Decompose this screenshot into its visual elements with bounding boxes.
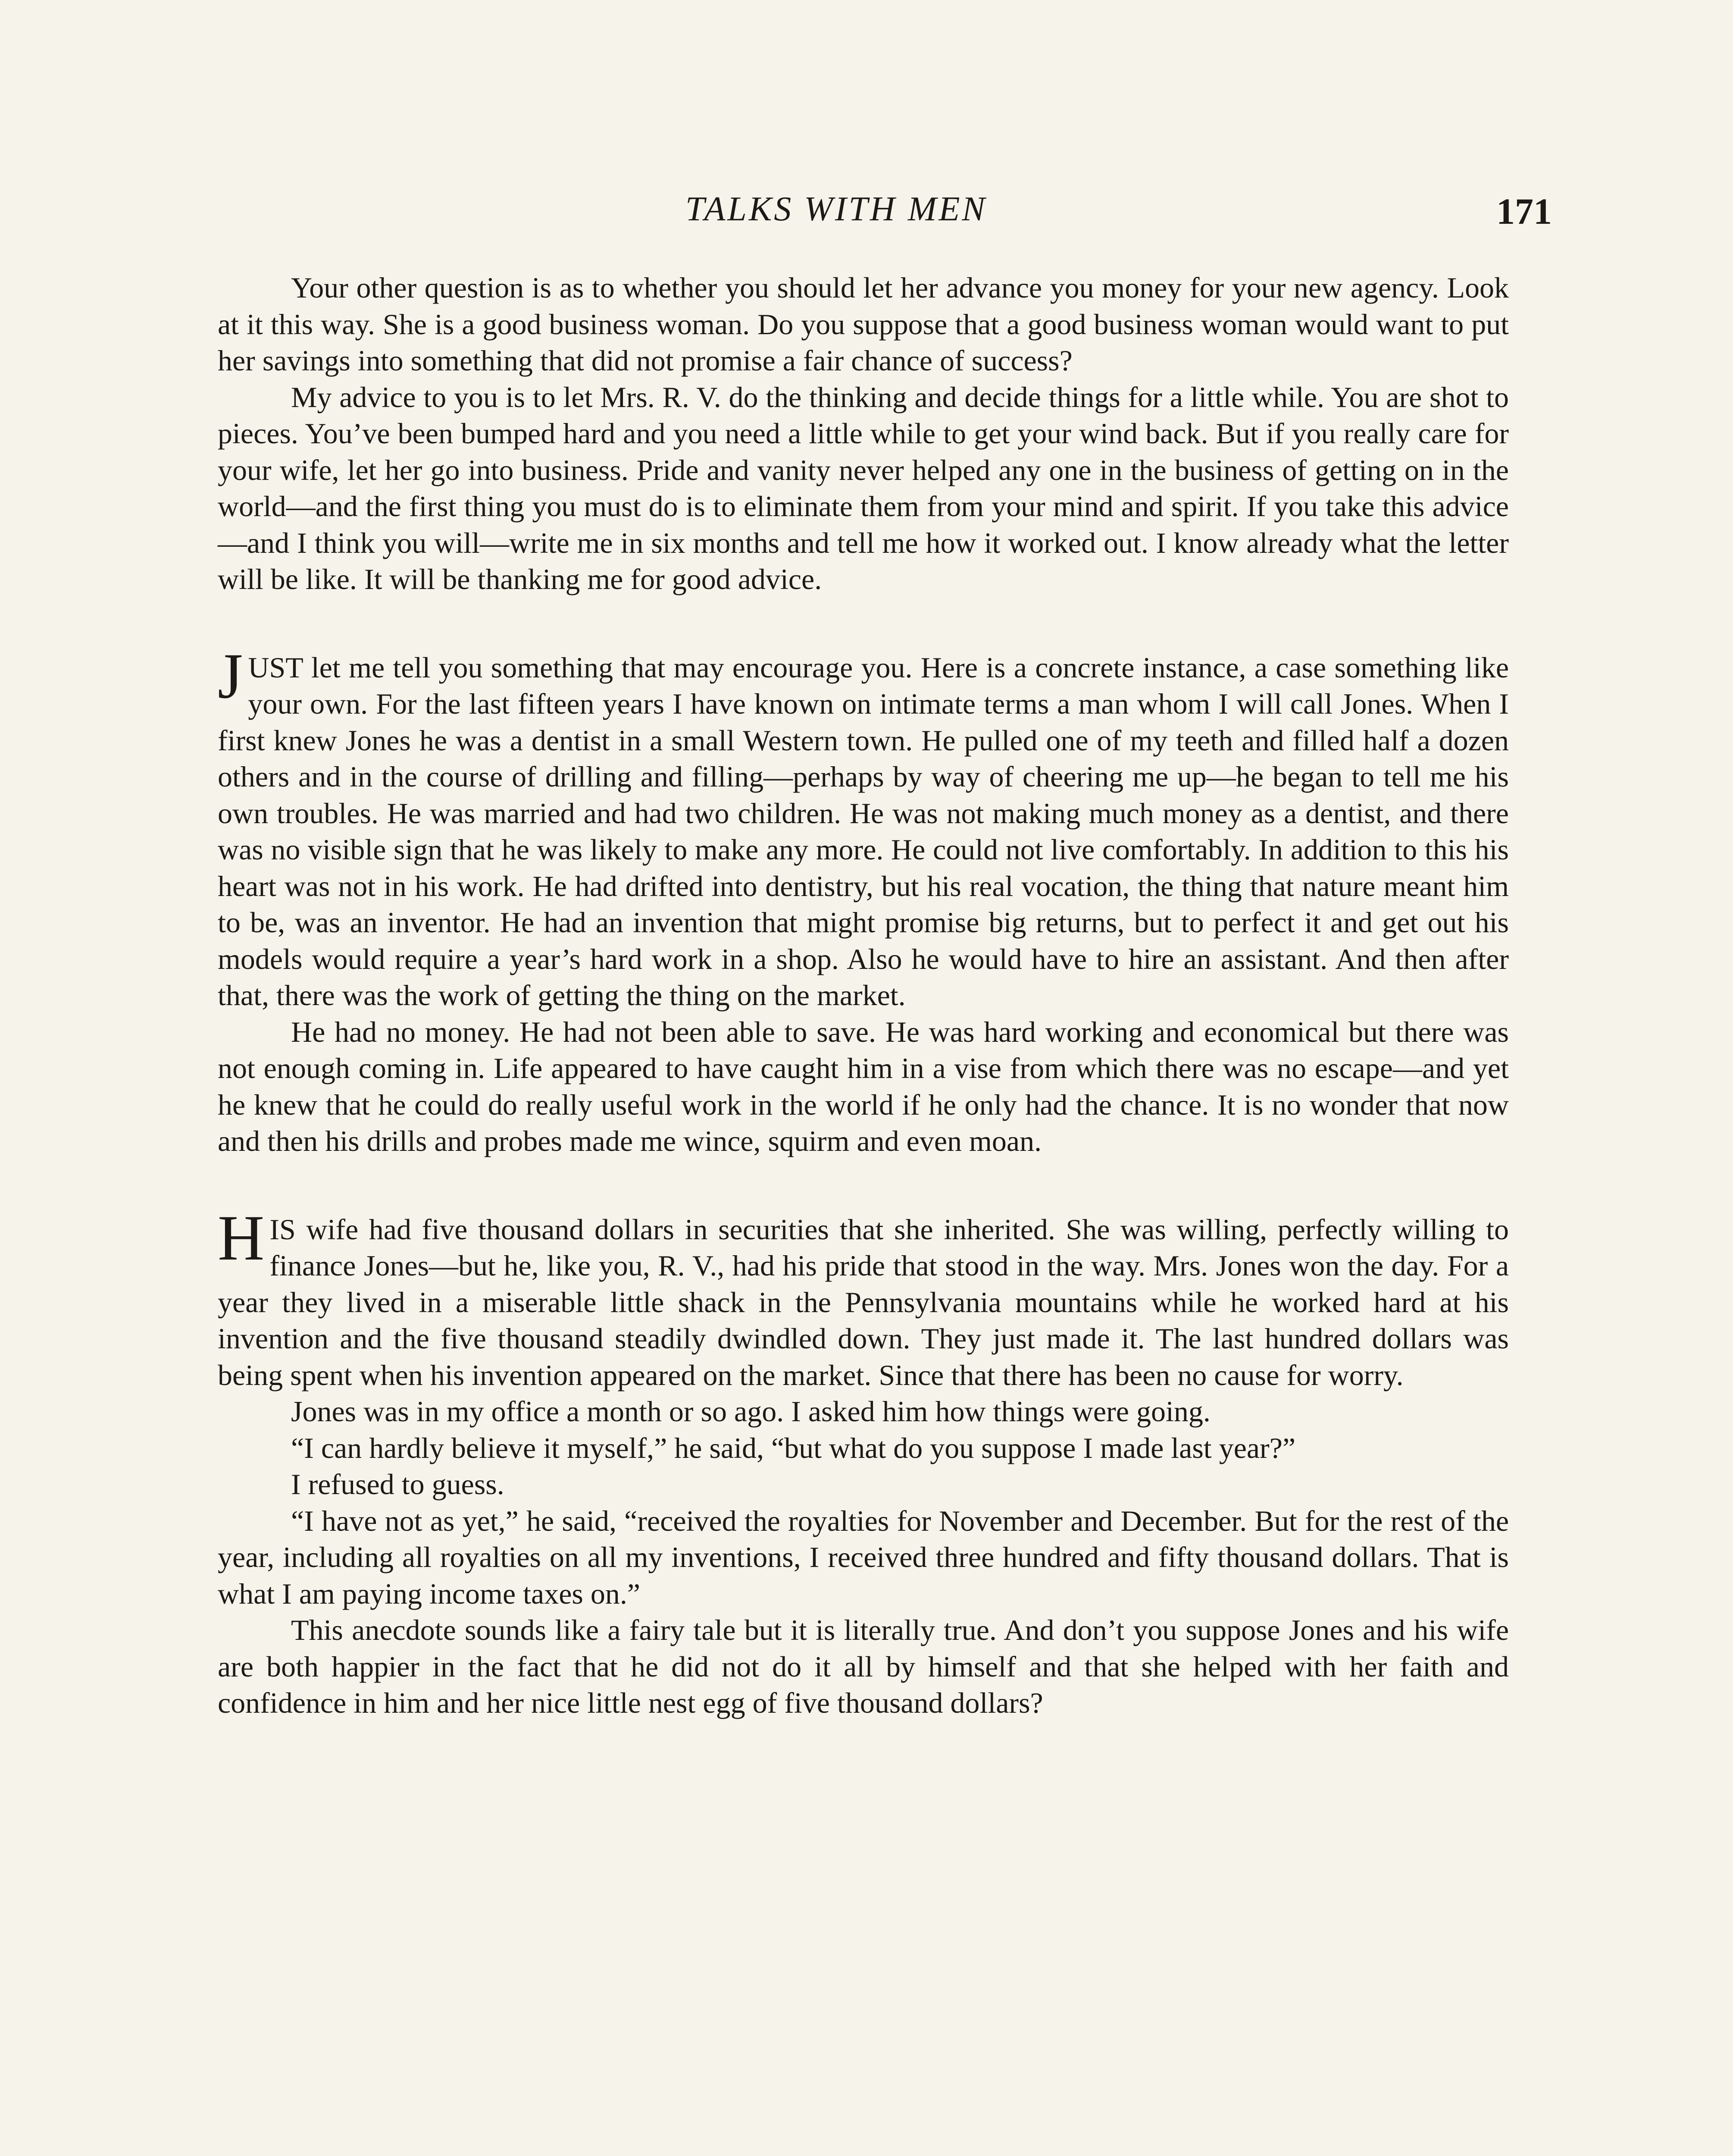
page-number: 171 <box>1496 191 1552 232</box>
section-start-paragraph <box>218 640 1509 1014</box>
paragraph <box>218 379 1509 598</box>
paragraph-text: UST let me tell you something that may encourage you. Here is a concrete instance, a case something like your own. For the last fifteen years I have known on intimate terms a man whom I will call Jones. When I first knew Jones he was a dentist in a small Western town. He pulled one of my teeth and filled half a dozen others and in the course of drilling and filling—perhaps by way of cheering me up—he began to tell me his own troubles. He was married and had two children. He was not making much money as a dentist, and there was no visible sign that he was likely to make any more. He could not live comfortably. In addition to this his heart was not in his work. He had drifted into dentistry, but his real vocation, the thing that nature meant him to be, was an inventor. He had an invention that might promise big returns, but to perfect it and get out his models would require a year’s hard work in a shop. Also he would have to hire an assistant. And then after that, there was the work of getting the thing on the market. <box>218 651 1509 1012</box>
running-title: TALKS WITH MEN <box>685 190 987 228</box>
paragraph-text: He had no money. He had not been able to save. He was hard working and economical but there was not enough coming in. Life appeared to have caught him in a vise from which there was no escape—and yet he knew that he could do really useful work in the world if he only had the chance. It is no wonder that now and then his drills and probes made me wince, squirm and even moan. <box>218 1015 1509 1157</box>
paragraph <box>218 1430 1509 1467</box>
section-start-paragraph <box>218 1202 1509 1394</box>
paragraph-text: I refused to guess. <box>291 1468 504 1501</box>
paragraph-text: My advice to you is to let Mrs. R. V. do the thinking and decide things for a little while. You are shot to pieces. You’ve been bumped hard and you need a little while to get your wind back. But if you really care for your wife, let her go into business. Pride and vanity never helped any one in the business of getting on in the world—and the first thing you must do is to eliminate them from your mind and spirit. If you take this advice—and I think you will—write me in six months and tell me how it worked out. I know already what the letter will be like. It will be thanking me for good advice. <box>218 380 1509 595</box>
paragraph <box>218 1612 1509 1721</box>
paragraph-text: “I have not as yet,” he said, “received the royalties for November and December. But for the rest of the year, including all royalties on all my inventions, I received three hundred and fifty thousand dollars. That is what I am paying income taxes on.” <box>218 1504 1509 1610</box>
page-header <box>0 190 1733 246</box>
paragraph <box>218 270 1509 379</box>
drop-cap: H <box>218 1202 265 1274</box>
paragraph <box>218 1014 1509 1159</box>
paragraph <box>218 1393 1509 1430</box>
drop-cap: J <box>218 640 243 712</box>
paragraph-text: This anecdote sounds like a fairy tale but it is literally true. And don’t you suppose Jones and his wife are both happier in the fact that he did not do it all by himself and that she helped with her faith and confidence in him and her nice little nest egg of five thousand dollars? <box>218 1614 1509 1719</box>
paragraph-text: “I can hardly believe it myself,” he said, “but what do you suppose I made last year?” <box>291 1431 1296 1464</box>
article-body <box>218 270 1509 1721</box>
paragraph-text: Your other question is as to whether you should let her advance you money for your new agency. Look at it this way. She is a good business woman. Do you suppose that a good business woman would want to put her savings into something that did not promise a fair chance of success? <box>218 271 1509 377</box>
paragraph-text: Jones was in my office a month or so ago. I asked him how things were going. <box>291 1395 1211 1428</box>
paragraph-text: IS wife had five thousand dollars in securities that she inherited. She was willing, perfectly willing to finance Jones—but he, like you, R. V., had his pride that stood in the way. Mrs. Jones won the day. For a year they lived in a miserable little shack in the Pennsylvania mountains while he worked hard at his invention and the five thousand steadily dwindled down. They just made it. The last hundred dollars was being spent when his invention appeared on the market. Since that there has been no cause for worry. <box>218 1213 1509 1391</box>
paragraph <box>218 1503 1509 1612</box>
paragraph <box>218 1466 1509 1503</box>
